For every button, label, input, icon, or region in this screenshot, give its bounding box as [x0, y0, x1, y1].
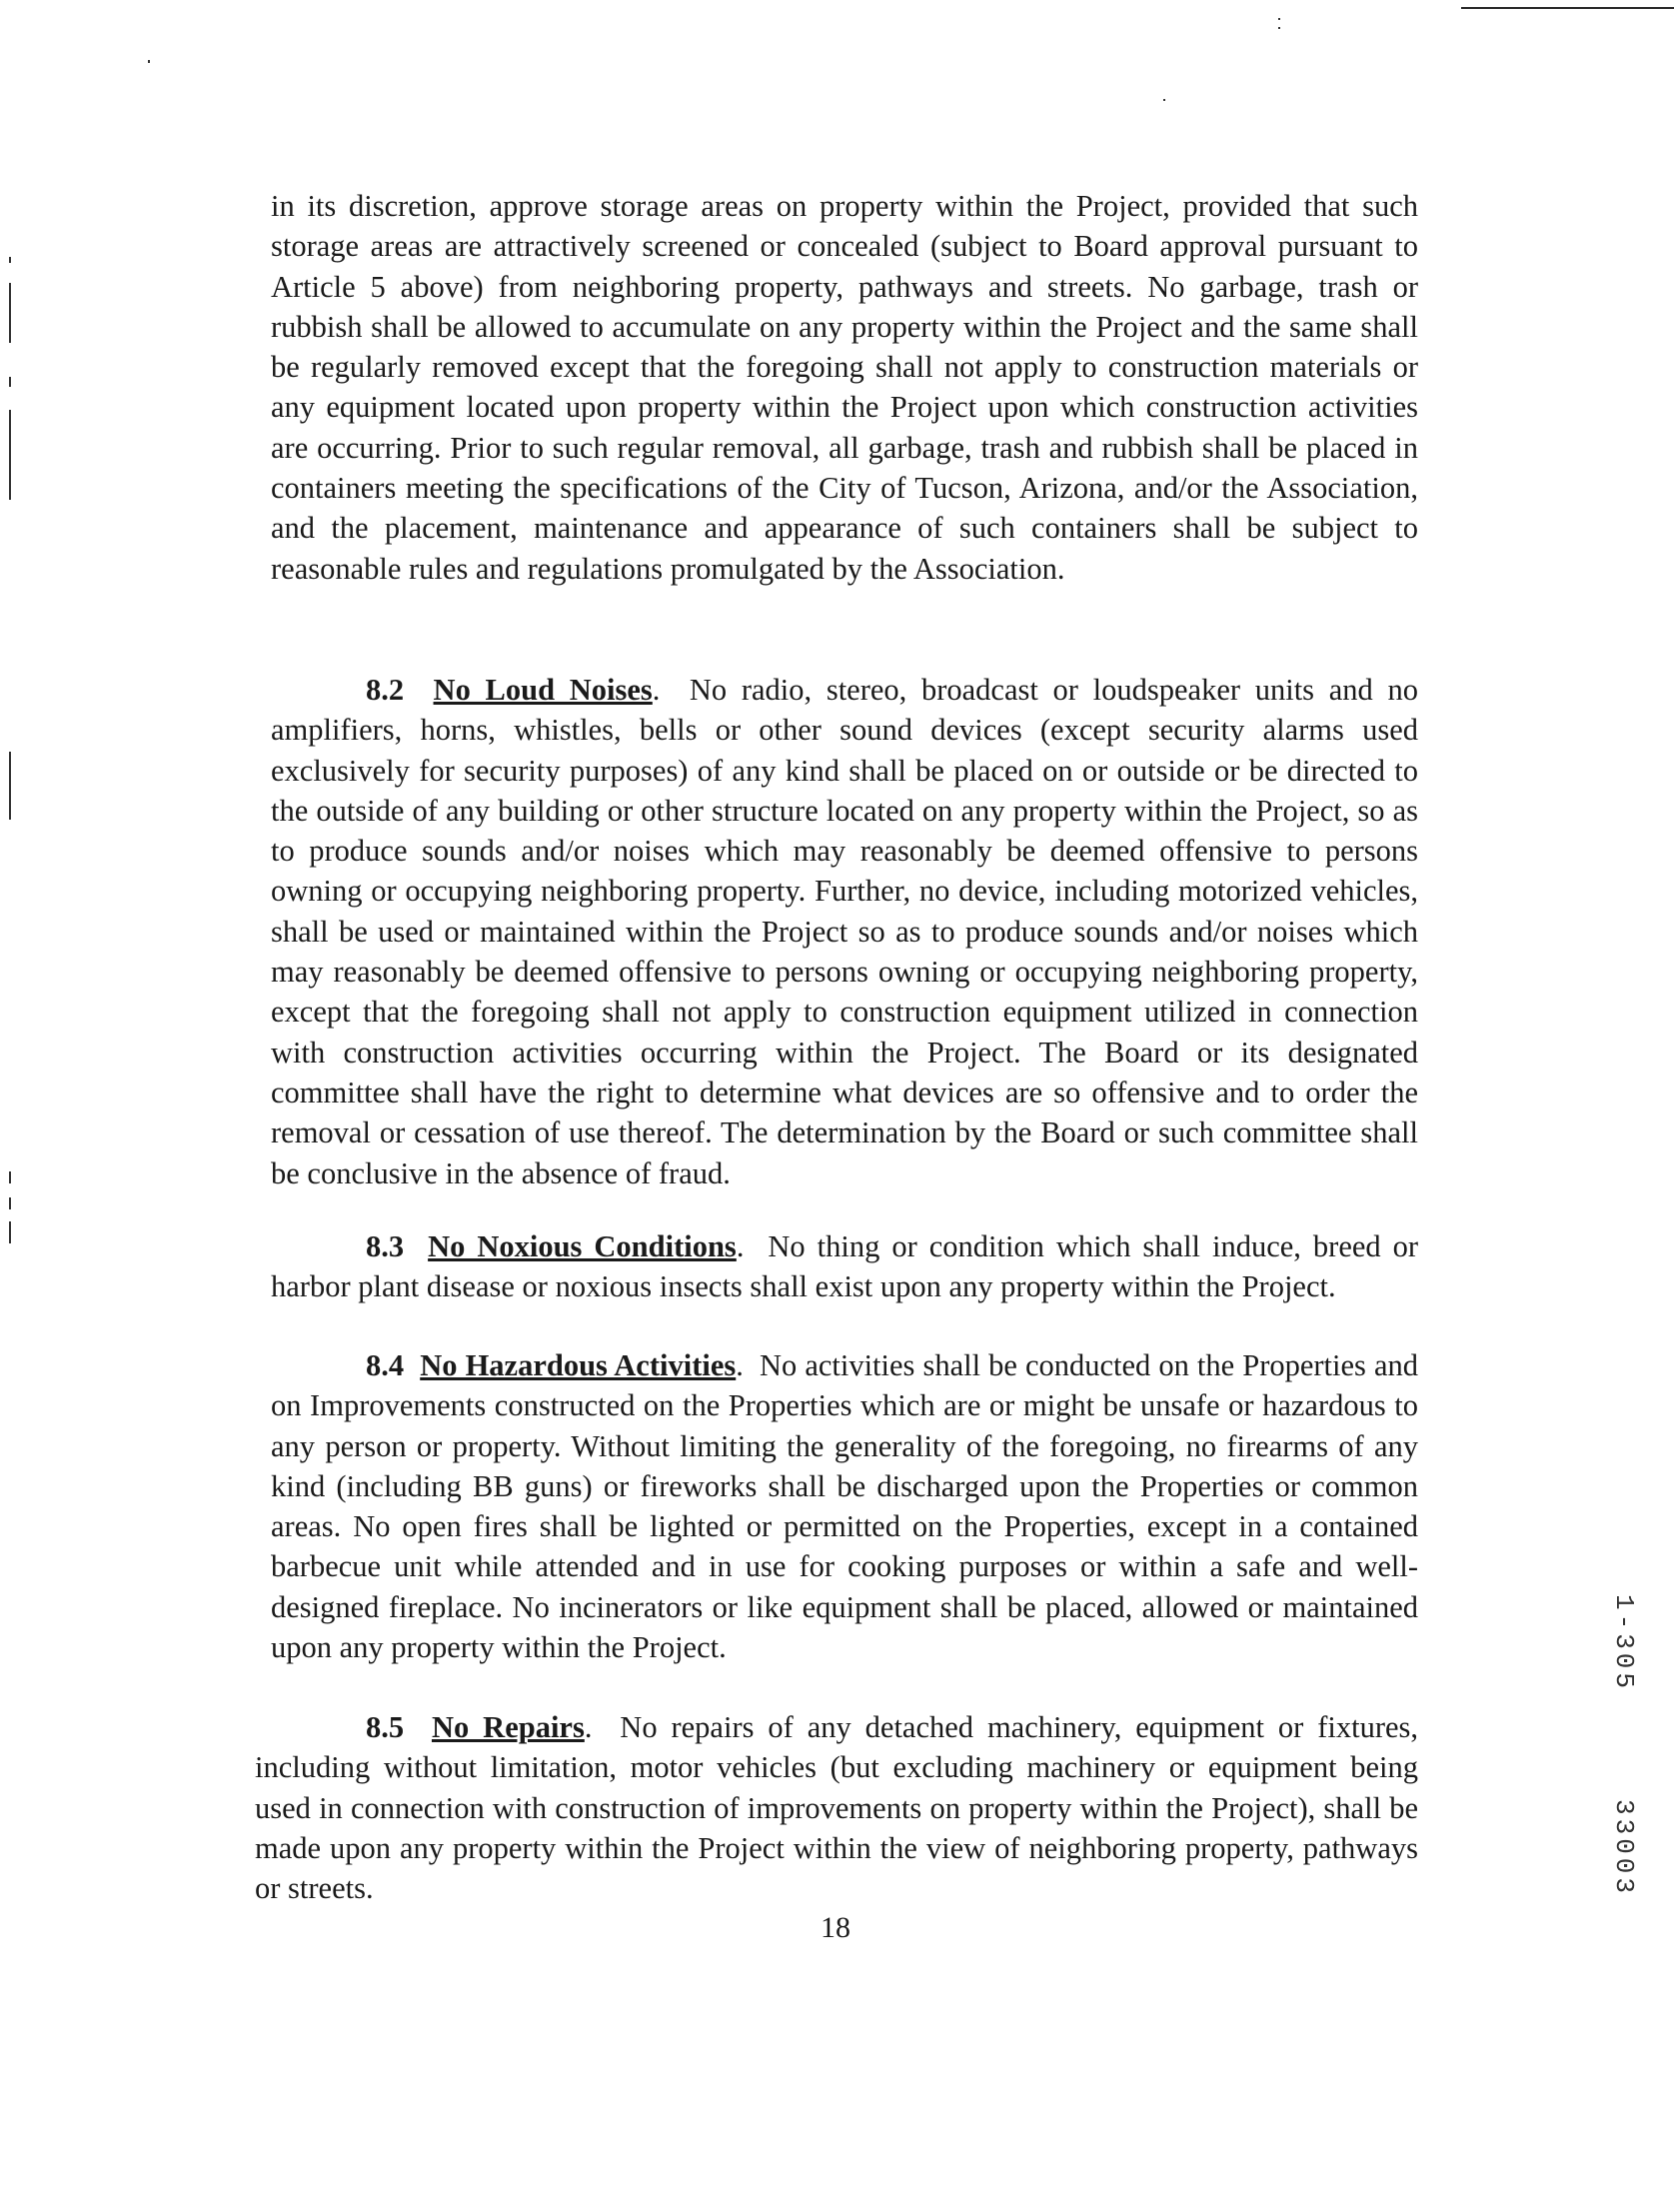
- margin-mark: [9, 283, 11, 343]
- section-heading: No Hazardous Activities: [420, 1348, 737, 1382]
- scan-speck: [1163, 99, 1165, 101]
- section-heading: No Loud Noises: [433, 673, 653, 707]
- scan-speck: [148, 60, 150, 63]
- heading-period: .: [584, 1710, 593, 1744]
- scan-speck: [1278, 27, 1280, 29]
- margin-mark: [9, 410, 11, 500]
- section-body: No radio, stereo, broadcast or loudspeaker units and no amplifiers, horns, whistles, bells or other sound devices (except security alarms used exclusively for security purposes) of any kind shall be placed on or outside or be directed to the outside of any building or other structure located on any property within the Project, so as to produce sounds and/or noises which may reasonably be deemed offensive to persons owning or occupying neighboring property. Further, no device, including motorized vehicles, shall be used or maintained within the Project so as to produce sounds and/or noises which may reasonably be deemed offensive to persons owning or occupying neighboring property, except that the foregoing shall not apply to construction equipment utilized in connection with construction activities occurring within the Project. The Board or its designated committee shall have the right to determine what devices are so offensive and to order the removal or cessation of use thereof. The determination by the Board or such committee shall be conclusive in the absence of fraud.: [271, 673, 1419, 1190]
- heading-period: .: [736, 1348, 744, 1382]
- scan-edge-line: [1461, 7, 1674, 9]
- margin-mark: [9, 1171, 11, 1183]
- section-8-2: [271, 670, 1418, 1193]
- heading-period: .: [736, 1229, 745, 1263]
- section-body: No repairs of any detached machinery, equipment or fixtures, including without limitation, motor vehicles (but excluding machinery or equipment being used in connection with construction of improvements on property within the Project), shall be made upon any property within the Project within the view of neighboring property, pathways or streets.: [255, 1710, 1419, 1906]
- scan-speck: [1278, 18, 1280, 20]
- heading-period: .: [652, 673, 661, 707]
- section-heading: No Repairs: [431, 1710, 585, 1744]
- margin-mark: [9, 1221, 11, 1243]
- section-heading: No Noxious Conditions: [428, 1229, 737, 1263]
- section-body: No thing or condition which shall induce, breed or harbor plant disease or noxious insects shall exist upon any property within the Project.: [271, 1229, 1419, 1304]
- margin-mark: [9, 377, 11, 387]
- page-number: 18: [821, 1911, 850, 1944]
- margin-mark: [9, 752, 11, 820]
- section-8-4: [271, 1345, 1418, 1667]
- section-number: 8.4: [366, 1348, 405, 1382]
- margin-mark: [9, 1197, 11, 1209]
- section-8-3: [271, 1226, 1418, 1307]
- section-number: 8.2: [366, 673, 405, 707]
- section-number: 8.3: [366, 1229, 405, 1263]
- recording-stamp-top: 1-305: [1609, 1594, 1639, 1693]
- section-8-5: [255, 1707, 1418, 1908]
- section-number: 8.5: [366, 1710, 405, 1744]
- paragraph-continued: in its discretion, approve storage areas on property within the Project, provided that such storage areas are attractively screened or concealed (subject to Board approval pursuant to Article 5 above) from neighboring property, pathways and streets. No garbage, trash or rubbish shall be allowed to accumulate on any property within the Project and the same shall be regularly removed except that the foregoing shall not apply to construction materials or any equipment located upon property within the Project upon which construction activities are occurring. Prior to such regular removal, all garbage, trash and rubbish shall be placed in containers meeting the specifications of the City of Tucson, Arizona, and/or the Association, and the placement, maintenance and appearance of such containers shall be subject to reasonable rules and regulations promulgated by the Association.: [271, 189, 1418, 586]
- section-body: No activities shall be conducted on the Properties and on Improvements constructed on the Properties which are or might be unsafe or hazardous to any person or property. Without limiting the generality of the foregoing, no firearms of any kind (including BB guns) or fireworks shall be discharged upon the Properties or common areas. No open fires shall be lighted or permitted on the Properties, except in a contained barbecue unit while attended and in use for cooking purposes or within a safe and well-designed fireplace. No incinerators or like equipment shall be placed, allowed or maintained upon any property within the Project.: [271, 1348, 1418, 1665]
- recording-stamp-bottom: 33003: [1609, 1799, 1639, 1898]
- margin-mark: [9, 257, 11, 263]
